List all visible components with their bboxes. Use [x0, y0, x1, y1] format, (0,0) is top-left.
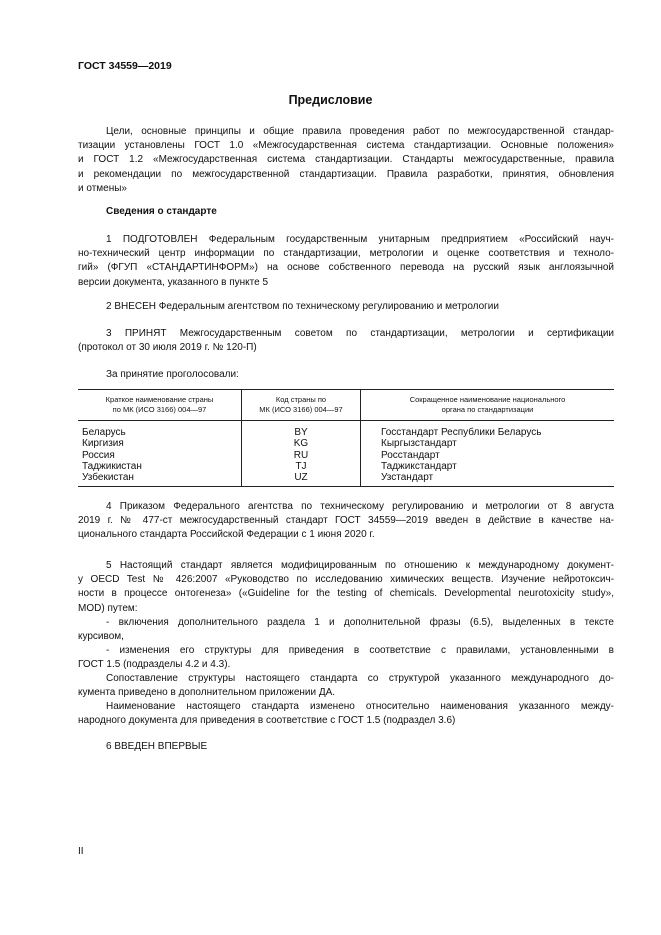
text-line: ГОСТ 1.5 (подразделы 4.2 и 4.3). — [78, 659, 231, 671]
column-header — [242, 390, 361, 421]
text-line: Цели, основные принципы и общие правила проведения работ по межгосударственной стандар- — [106, 126, 614, 137]
table-header-row — [78, 390, 614, 421]
text-line: и рекомендации по межгосударственной стандартизации. Правила разработки, принятия, обновления — [78, 168, 614, 180]
text-line: 1 ПОДГОТОВЛЕН Федеральным государственным унитарным предприятием «Российский науч- — [106, 234, 614, 245]
item-5-list-b — [78, 644, 614, 672]
section-title: Сведения о стандарте — [106, 206, 217, 217]
text-line: MOD) путем: — [78, 602, 138, 614]
text-line: 2019 г. № 477-ст межгосударственный стандарт ГОСТ 34559—2019 введен в действие в качестве на- — [78, 515, 614, 527]
item-5-comparison — [78, 672, 614, 700]
table-row — [78, 472, 614, 487]
text-line: ционального стандарта Российской Федерации с 1 июня 2020 г. — [78, 529, 375, 541]
country-code: RU — [242, 450, 361, 461]
text-line: - изменения его структуры для приведения в соответствие с правилами, установленными в — [106, 645, 614, 656]
voting-table — [78, 389, 614, 487]
column-header-line: Краткое наименование страны — [105, 395, 214, 404]
item-4 — [78, 500, 614, 543]
text-line: и отмены» — [78, 182, 127, 194]
text-line: 4 Приказом Федерального агентства по техническому регулированию и метрологии от 8 августа — [106, 501, 614, 512]
country-code: TJ — [242, 461, 361, 472]
text-line: 2 ВНЕСЕН Федеральным агентством по техническому регулированию и метрологии — [106, 301, 499, 312]
table-row — [78, 421, 614, 439]
country-code: BY — [242, 421, 361, 439]
column-header-line: Код страны по — [275, 395, 327, 404]
table-row — [78, 438, 614, 449]
text-line: но-технический центр информации по стандартизации, метрологии и оценке соответствия и техноло- — [78, 248, 614, 260]
text-line: (протокол от 30 июля 2019 г. № 120-П) — [78, 342, 257, 354]
country-name: Киргизия — [82, 438, 124, 450]
national-body: Узстандарт — [361, 472, 615, 487]
table-row — [78, 461, 614, 472]
text-line: у OECD Test № 426:2007 «Руководство по исследованию химических веществ. Изучение нейротоксич- — [78, 574, 614, 586]
national-body: Госстандарт Республики Беларусь — [361, 421, 615, 439]
text-line: 5 Настоящий стандарт является модифицированным по отношению к международному документ- — [106, 560, 614, 571]
item-5 — [78, 559, 614, 616]
national-body: Таджикстандарт — [361, 461, 615, 472]
column-header — [78, 390, 242, 421]
country-name: Узбекистан — [78, 472, 242, 487]
table-row — [78, 450, 614, 461]
item-3 — [78, 327, 614, 355]
column-header-line: МК (ИСО 3166) 004—97 — [259, 405, 343, 414]
page-title: Предисловие — [288, 93, 373, 107]
text-line: Наименование настоящего стандарта изменено относительно наименования указанного между- — [106, 701, 614, 712]
column-header-line: органа по стандартизации — [441, 405, 534, 414]
item-6 — [78, 740, 614, 754]
text-line: версии документа, указанного в пункте 5 — [78, 276, 269, 288]
vote-title: За принятие проголосовали: — [106, 369, 239, 380]
document-header: ГОСТ 34559—2019 — [78, 60, 172, 72]
item-2 — [78, 300, 614, 314]
country-name: Таджикистан — [82, 460, 142, 472]
text-line: и ГОСТ 1.2 «Межгосударственная система стандартизации. Стандарты межгосударственные, правила — [78, 154, 614, 166]
column-header-line: Сокращенное наименование национального — [409, 395, 566, 404]
text-line: тизации установлены ГОСТ 1.0 «Межгосударственная система стандартизации. Основные положения» — [78, 140, 614, 152]
country-name: Россия — [82, 449, 115, 461]
national-body: Кыргызстандарт — [361, 438, 615, 449]
column-header-line: по МК (ИСО 3166) 004—97 — [112, 405, 207, 414]
intro-paragraph — [78, 125, 614, 196]
text-line: курсивом, — [78, 631, 124, 643]
text-line: 6 ВВЕДЕН ВПЕРВЫЕ — [106, 741, 208, 752]
text-line: ности в процессе онтогенеза» («Guideline for the testing of chemicals. Developmental neurotoxicity study», — [78, 588, 614, 600]
column-header — [361, 390, 615, 421]
text-line: - включения дополнительного раздела 1 и дополнительной фразы (6.5), выделенных в тексте — [106, 617, 614, 628]
page-number: II — [78, 846, 84, 857]
country-code: UZ — [242, 472, 361, 487]
item-1 — [78, 233, 614, 290]
item-5-list-a — [78, 616, 614, 644]
text-line: гий» (ФГУП «СТАНДАРТИНФОРМ») на основе собственного перевода на русский язык англоязычной — [78, 262, 614, 274]
text-line: народного документа для приведения в соответствие с ГОСТ 1.5 (подраздел 3.6) — [78, 715, 456, 727]
country-code: KG — [242, 438, 361, 449]
text-line: 3 ПРИНЯТ Межгосударственным советом по стандартизации, метрологии и сертификации — [106, 328, 614, 339]
country-name: Беларусь — [82, 427, 126, 438]
text-line: кумента приведено в дополнительном приложении ДА. — [78, 687, 336, 699]
national-body: Росстандарт — [361, 450, 615, 461]
item-5-title-change — [78, 700, 614, 728]
text-line: Сопоставление структуры настоящего стандарта со структурой указанного международного до- — [106, 673, 614, 684]
